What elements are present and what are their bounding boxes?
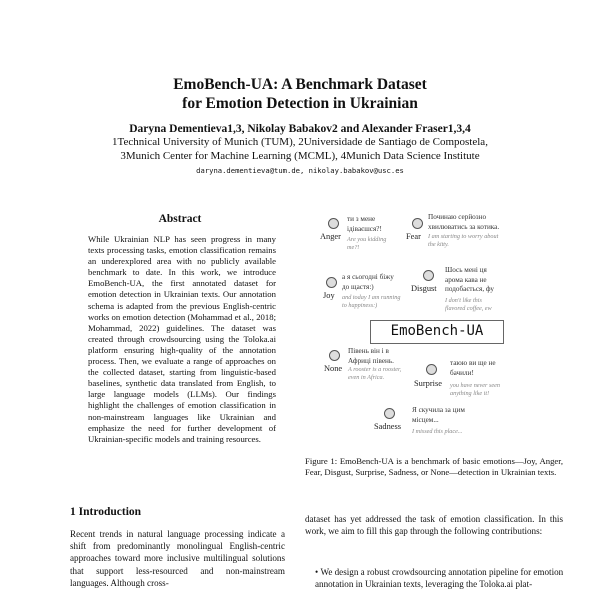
label-sadness: Sadness: [374, 422, 401, 431]
sadness-ua-text: Я скучила за цим місцем...: [412, 406, 465, 424]
affiliation-line-1: 1Technical University of Munich (TUM), 2Universidade de Santiago de Compostela,: [112, 136, 488, 148]
joy-en-text: and today I am running to happiness:): [342, 294, 401, 309]
logo-text: EmoBench-UA: [390, 323, 484, 339]
bullet-marker: •: [315, 567, 321, 577]
label-fear: Fear: [406, 232, 421, 241]
label-joy: Joy: [323, 291, 335, 300]
fear-face-icon: [412, 218, 423, 229]
surprise-ua-text: таюю ви ще не бачили!: [450, 359, 496, 377]
none-face-icon: [329, 350, 340, 361]
emails: daryna.dementieva@tum.de, nikolay.babakov@usc.es: [196, 166, 404, 175]
fear-en-text: I am starting to worry about the kitty.: [428, 233, 499, 248]
disgust-en-text: I don't like this flavored coffee, ew: [445, 297, 492, 312]
emobench-logo: [370, 320, 504, 344]
anger-face-icon: [328, 218, 339, 229]
joy-ua-text: а я сьогодні біжу до щастя:): [342, 273, 394, 291]
fear-ua-text: Починаю серйозно хвилюватись за котика.: [428, 213, 500, 231]
title-line-2: for Emotion Detection in Ukrainian: [182, 95, 418, 112]
anger-ua-text: ти з мене ідіваєшся?!: [347, 215, 382, 233]
disgust-face-icon: [423, 270, 434, 281]
affiliations: [60, 136, 540, 163]
paper-title: [60, 75, 540, 113]
abstract-heading: Abstract: [158, 213, 202, 225]
intro-text: Recent trends in natural language processing indicate a shift from predominantly monolingual English-centric approaches toward more inclusive multilingual solutions that support less-resourced and non-mainstream languages. Although cross-: [70, 529, 285, 588]
surprise-face-icon: [426, 364, 437, 375]
figure-caption: Figure 1: EmoBench-UA is a benchmark of basic emotions—Joy, Anger, Fear, Disgust, Surprise, Sadness, or None—detection in Ukrainian texts.: [305, 456, 563, 477]
label-anger: Anger: [320, 232, 341, 241]
intro-heading: 1 Introduction: [70, 506, 142, 518]
title-line-1: EmoBench-UA: A Benchmark Dataset: [173, 76, 427, 93]
contribution-bullet: [315, 566, 565, 590]
abstract-text: While Ukrainian NLP has seen progress in many texts processing tasks, emotion classification remains an underexplored area with no publicly available benchmark to date. In this work, we introduce EmoBench-UA, the first annotated dataset for emotion detection in Ukrainian texts. Our annotation schema is adapted from the previous English-centric works on emotion detection (Mohammad et al., 2018; Mohammad, 2022) guidelines. The dataset was created through crowdsourcing using the Toloka.ai platform ensuring high-quality of the annotation process. Then, we evaluate a range of approaches on the collected dataset, starting from linguistic-based baselines, synthetic data translated from English, to large language models (LLMs). Our findings highlight the challenges of emotion classification in non-mainstream languages like Ukrainian and emphasize the need for further development of Ukrainian-specific models and training resources.: [88, 234, 276, 444]
none-ua-text: Півень він і в Африці півень.: [348, 347, 394, 365]
none-en-text: A rooster is a rooster, even in Africa.: [348, 366, 402, 381]
authors: Daryna Dementieva1,3, Nikolay Babakov2 and Alexander Fraser1,3,4: [129, 123, 471, 135]
right-column-text: dataset has yet addressed the task of emotion classification. In this work, we aim to fill this gap through the following contributions:: [305, 514, 563, 537]
affiliation-line-2: 3Munich Center for Machine Learning (MCML), 4Munich Data Science Institute: [120, 149, 480, 162]
label-surprise: Surprise: [414, 379, 442, 388]
surprise-en-text: you have never seen anything like it!: [450, 382, 500, 397]
anger-en-text: Are you kidding me?!: [347, 236, 387, 251]
bullet-text: We design a robust crowdsourcing annotation pipeline for emotion annotation in Ukrainian texts, leveraging the Toloka.ai plat-: [315, 567, 564, 590]
sadness-face-icon: [384, 408, 395, 419]
disgust-ua-text: Шось мені ця арома кава не подобається, фу: [445, 266, 494, 293]
label-none: None: [324, 364, 343, 373]
label-disgust: Disgust: [411, 284, 437, 293]
sadness-en-text: I missed this place...: [412, 428, 463, 435]
joy-face-icon: [326, 277, 337, 288]
